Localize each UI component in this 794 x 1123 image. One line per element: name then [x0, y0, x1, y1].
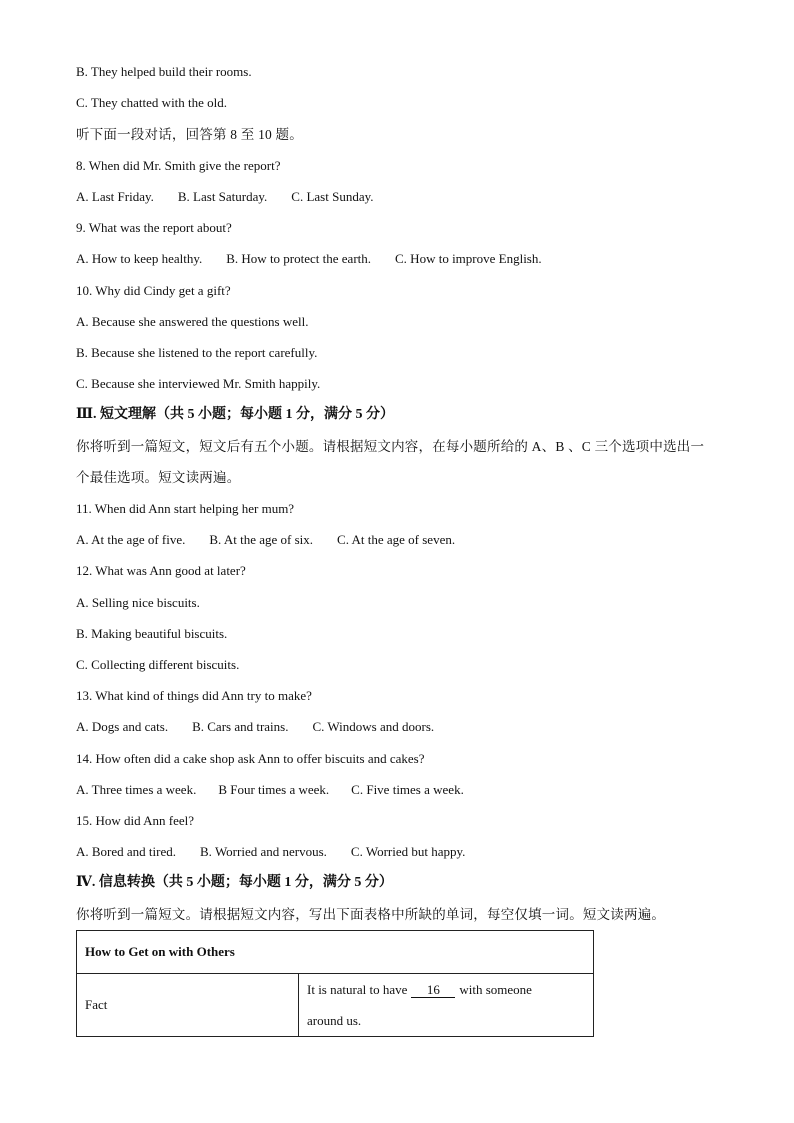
- question-15-options: [76, 844, 465, 860]
- question-11-stem: 11. When did Ann start helping her mum?: [76, 501, 295, 516]
- question-9-stem: 9. What was the report about?: [76, 220, 232, 235]
- question-10-stem: 10. Why did Cindy get a gift?: [76, 283, 231, 298]
- question-8-stem: 8. When did Mr. Smith give the report?: [76, 158, 281, 173]
- question-13-option-a: A. Dogs and cats.: [76, 719, 169, 734]
- table-text-before: It is natural to have: [307, 982, 408, 997]
- question-9-options: [76, 251, 542, 267]
- question-15-option-b: B. Worried and nervous.: [200, 844, 327, 859]
- table-row-label-fact: Fact: [77, 974, 299, 1037]
- question-12-option-c: C. Collecting different biscuits.: [76, 657, 240, 672]
- question-15-option-c: C. Worried but happy.: [350, 844, 466, 859]
- question-15-stem: 15. How did Ann feel?: [76, 813, 195, 828]
- question-15-option-a: A. Bored and tired.: [76, 844, 177, 859]
- question-8-option-b: B. Last Saturday.: [177, 189, 268, 204]
- table-text-after: with someone: [459, 982, 532, 997]
- table-header: How to Get on with Others: [77, 931, 594, 974]
- question-14-option-a: A. Three times a week.: [76, 782, 197, 797]
- question-14-stem: 14. How often did a cake shop ask Ann to offer biscuits and cakes?: [76, 751, 425, 766]
- table-row-content: [299, 974, 594, 1037]
- section-4-title: Ⅳ. 信息转换（共 5 小题；每小题 1 分，满分 5 分）: [76, 875, 393, 890]
- table-text-line2: around us.: [307, 1013, 362, 1028]
- question-11-option-c: C. At the age of seven.: [337, 532, 456, 547]
- question-10-option-c: C. Because she interviewed Mr. Smith happily.: [76, 376, 321, 391]
- question-12-option-b: B. Making beautiful biscuits.: [76, 626, 228, 641]
- question-13-options: [76, 719, 434, 735]
- question-8-option-c: C. Last Sunday.: [291, 189, 374, 204]
- question-11-options: [76, 532, 455, 548]
- question-11-option-a: A. At the age of five.: [76, 532, 186, 547]
- question-10-option-b: B. Because she listened to the report carefully.: [76, 345, 318, 360]
- question-9-option-b: B. How to protect the earth.: [226, 251, 372, 266]
- answer-blank-16[interactable]: 16: [411, 983, 455, 998]
- question-11-option-b: B. At the age of six.: [209, 532, 314, 547]
- option-7c: C. They chatted with the old.: [76, 95, 228, 110]
- section-3-instruction-2: 个最佳选项。短文读两遍。: [76, 470, 241, 485]
- question-12-option-a: A. Selling nice biscuits.: [76, 595, 200, 610]
- question-9-option-c: C. How to improve English.: [395, 251, 542, 266]
- option-7b: B. They helped build their rooms.: [76, 64, 252, 79]
- info-table: [76, 930, 594, 1037]
- question-14-option-b: B Four times a week.: [218, 782, 330, 797]
- question-8-option-a: A. Last Friday.: [76, 189, 154, 204]
- dialog-instruction: 听下面一段对话，回答第 8 至 10 题。: [76, 127, 303, 142]
- question-13-option-b: B. Cars and trains.: [192, 719, 289, 734]
- question-9-option-a: A. How to keep healthy.: [76, 251, 203, 266]
- section-3-title: Ⅲ. 短文理解（共 5 小题；每小题 1 分，满分 5 分）: [76, 407, 395, 422]
- question-8-options: [76, 189, 374, 205]
- question-14-option-c: C. Five times a week.: [351, 782, 464, 797]
- section-4-instruction: 你将听到一篇短文。请根据短文内容，写出下面表格中所缺的单词，每空仅填一词。短文读两遍。: [76, 907, 666, 922]
- question-13-stem: 13. What kind of things did Ann try to make?: [76, 688, 312, 703]
- question-10-option-a: A. Because she answered the questions well.: [76, 314, 309, 329]
- question-14-options: [76, 782, 464, 798]
- question-13-option-c: C. Windows and doors.: [312, 719, 435, 734]
- question-12-stem: 12. What was Ann good at later?: [76, 563, 246, 578]
- section-3-instruction-1: 你将听到一篇短文，短文后有五个小题。请根据短文内容，在每小题所给的 A、B 、C 三个选项中选出一: [76, 439, 705, 454]
